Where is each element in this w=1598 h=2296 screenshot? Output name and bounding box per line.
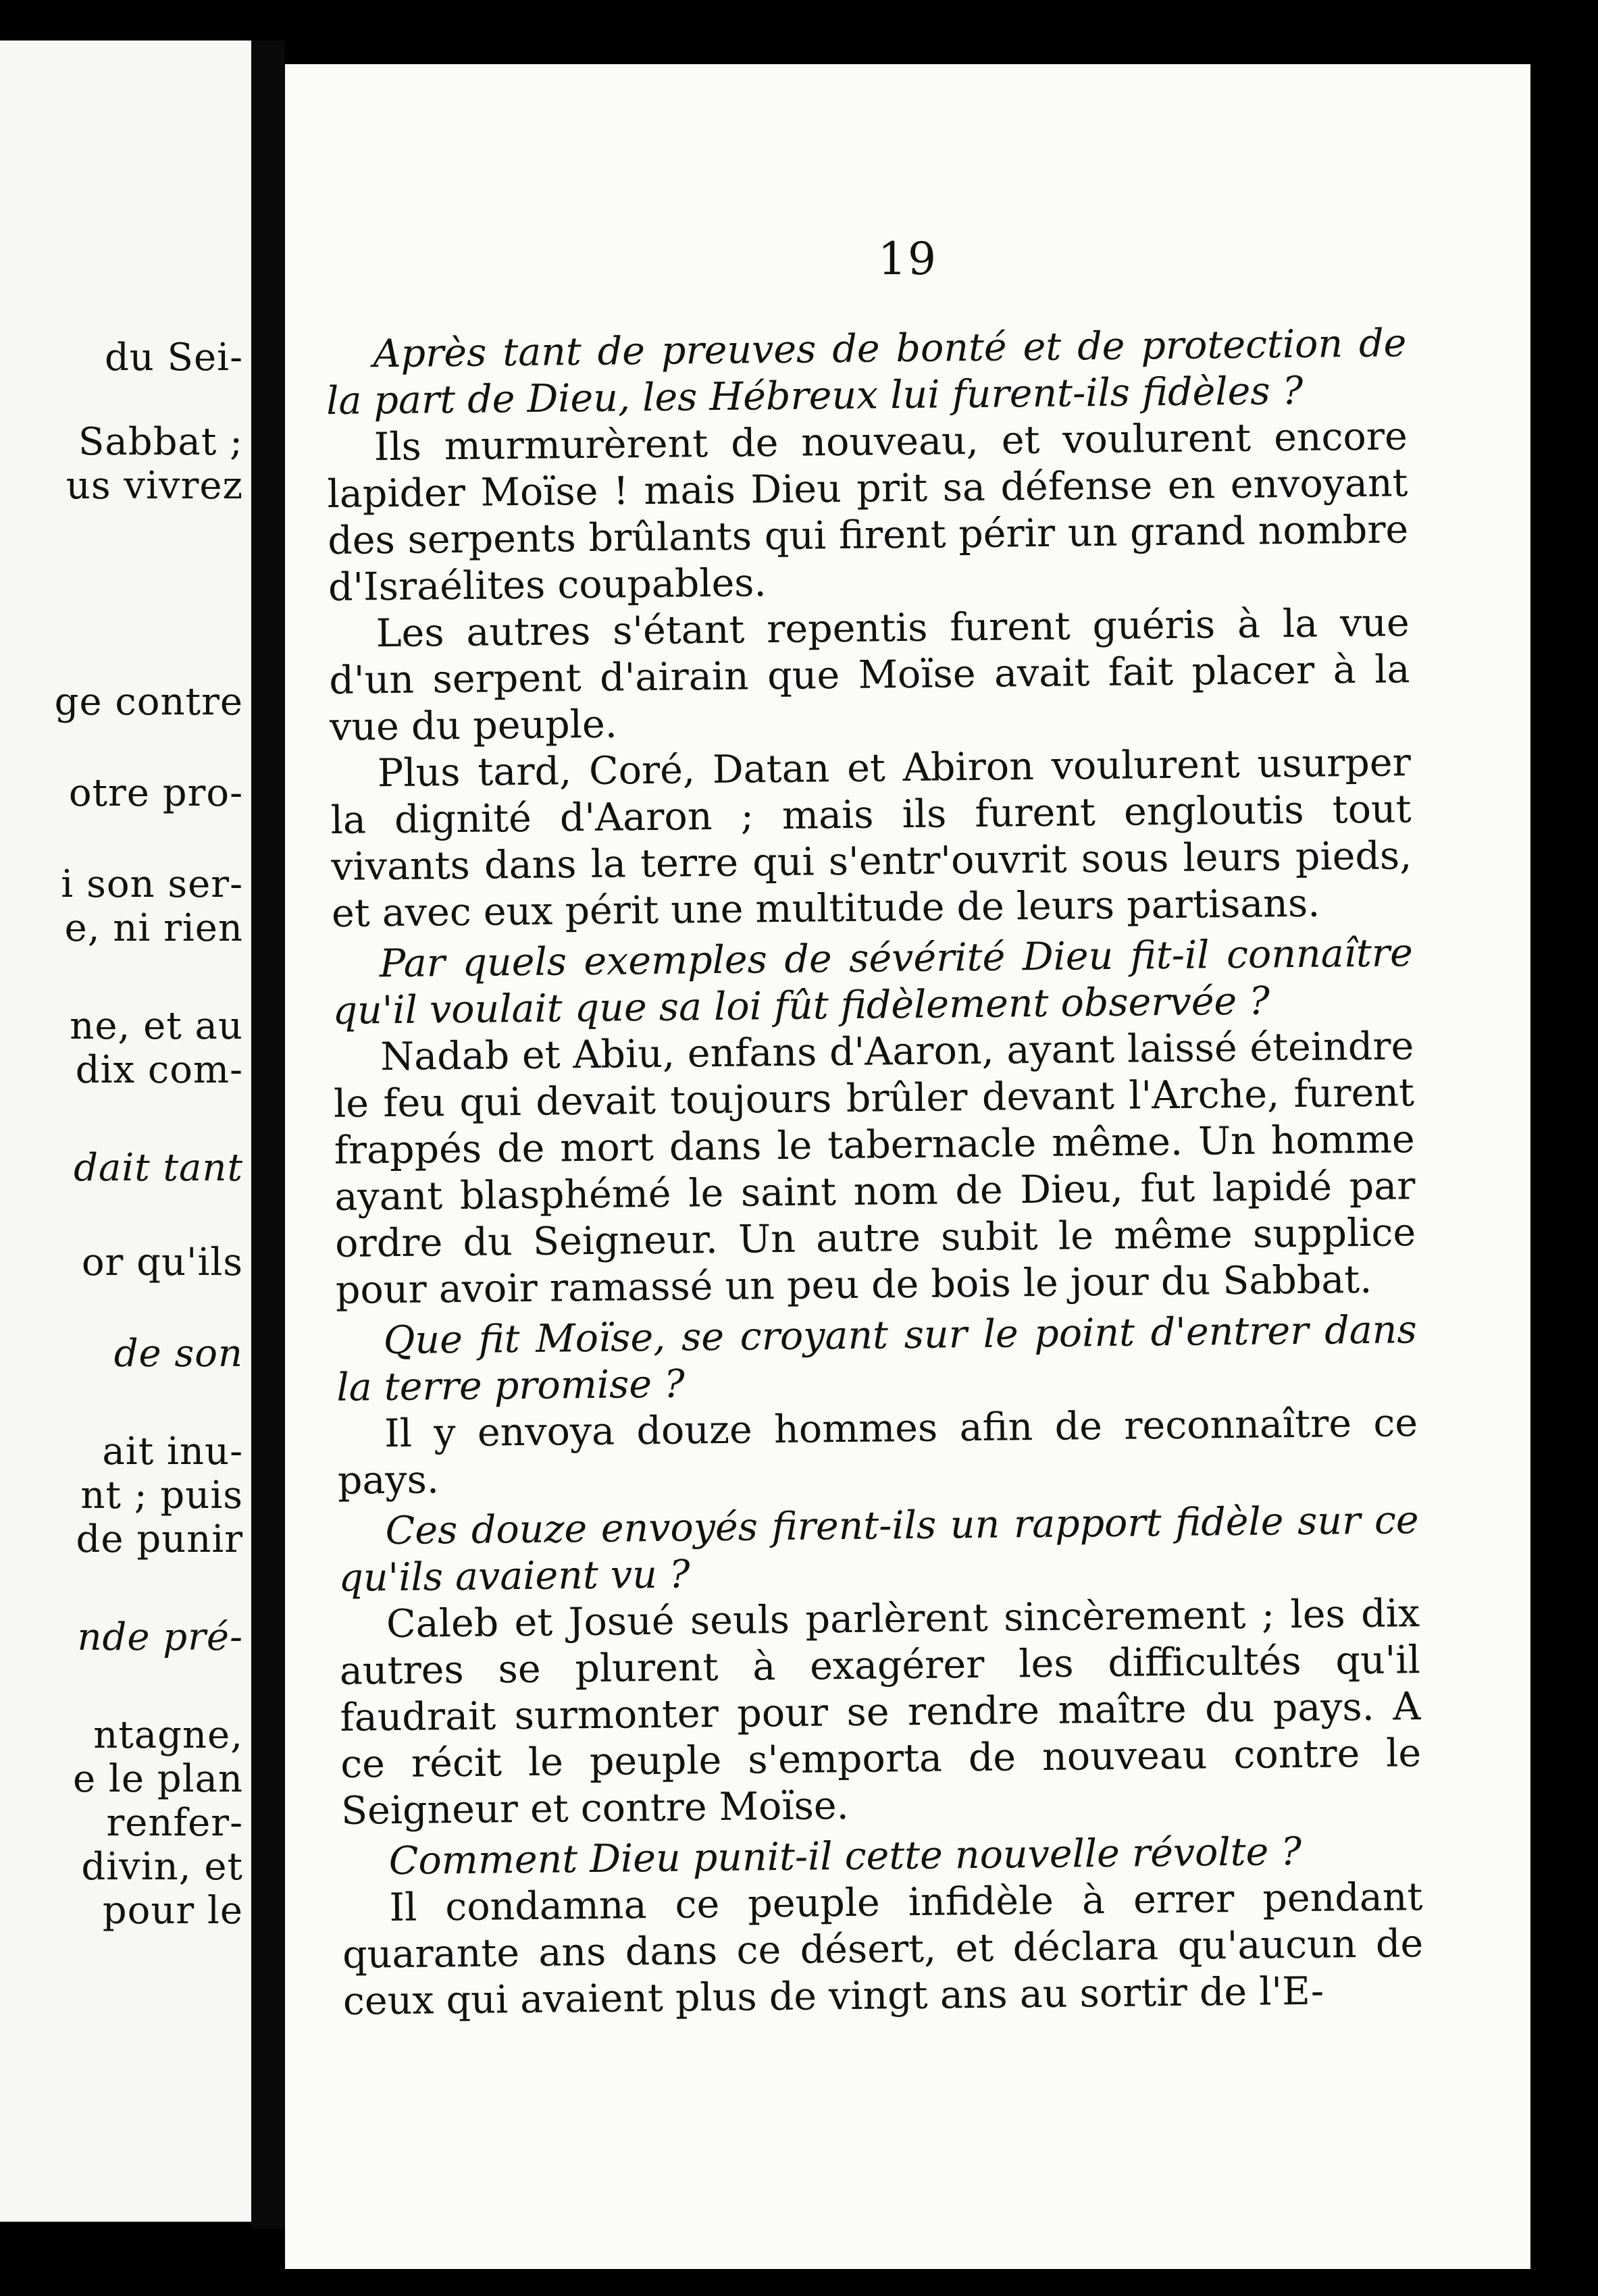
answer-paragraph: Il y envoya douze hommes afin de reconnaître ce pays. xyxy=(337,1401,1418,1503)
facing-page-text-fragment: du Sei- xyxy=(104,336,243,380)
facing-page-text-fragment: de son xyxy=(113,1332,243,1376)
answer-paragraph: Ils murmurèrent de nouveau, et voulurent encore lapider Moïse ! mais Dieu prit sa défense en envoyant des serpents brûlants qui firent périr un grand nombre d'Israélites coupables. xyxy=(327,414,1409,610)
question-paragraph: Par quels exemples de sévérité Dieu fit-il connaître qu'il voulait que sa loi fût fidèlement observée ? xyxy=(332,931,1414,1033)
facing-page-text-fragment: renfer- xyxy=(106,1801,243,1845)
answer-paragraph: Plus tard, Coré, Datan et Abiron voulurent usurper la dignité d'Aaron ; mais ils furent engloutis tout vivants dans la terre qui s'entr'ouvrit sous leurs pieds, et avec eux périt une multitude de leurs partisans. xyxy=(330,740,1412,936)
facing-page-text-fragment: ntagne, xyxy=(93,1713,243,1757)
facing-page-fragment xyxy=(0,41,251,2222)
facing-page-text-fragment: i son ser- xyxy=(61,862,243,906)
question-paragraph: Ces douze envoyés firent-ils un rapport fidèle sur ce qu'ils avaient vu ? xyxy=(338,1498,1419,1600)
facing-page-text-fragment: otre pro- xyxy=(68,771,243,815)
facing-page-text-fragment: e, ni rien xyxy=(64,906,243,950)
facing-page-text-fragment: nde pré- xyxy=(77,1615,243,1659)
answer-paragraph: Les autres s'étant repentis furent guéris à la vue d'un serpent d'airain que Moïse avait fait placer à la vue du peuple. xyxy=(329,600,1410,750)
facing-page-text-fragment: dait tant xyxy=(74,1146,243,1190)
question-paragraph: Après tant de preuves de bonté et de protection de la part de Dieu, les Hébreux lui furent-ils fidèles ? xyxy=(326,321,1407,423)
facing-page-text-fragment: dix com- xyxy=(75,1048,243,1092)
answer-paragraph: Il condamna ce peuple infidèle à errer pendant quarante ans dans ce désert, et déclara qu'aucun de ceux qui avaient plus de vingt ans au sortir de l'E- xyxy=(342,1875,1424,2024)
page-body xyxy=(326,316,1424,2025)
facing-page-text-fragment: de punir xyxy=(76,1517,243,1561)
page-number: 19 xyxy=(878,233,937,285)
answer-paragraph: Nadab et Abiu, enfans d'Aaron, ayant laissé éteindre le feu qui devait toujours brûler devant l'Arche, furent frappés de mort dans le tabernacle même. Un homme ayant blasphémé le saint nom de Dieu, fut lapidé par ordre du Seigneur. Un autre subit le même supplice pour avoir ramassé un peu de bois le jour du Sabbat. xyxy=(333,1024,1416,1313)
book-gutter xyxy=(251,41,285,2228)
facing-page-text-fragment: ne, et au xyxy=(70,1004,243,1048)
facing-page-text-fragment: or qu'ils xyxy=(81,1241,243,1284)
facing-page-text-fragment: us vivrez xyxy=(66,464,243,508)
facing-page-text-fragment: Sabbat ; xyxy=(78,420,243,464)
book-page xyxy=(285,64,1530,2269)
answer-paragraph: Caleb et Josué seuls parlèrent sincèrement ; les dix autres se plurent à exagérer les difficultés qu'il faudrait surmonter pour se rendre maître du pays. A ce récit le peuple s'emporta de nouveau contre le Seigneur et contre Moïse. xyxy=(339,1591,1422,1833)
facing-page-text-fragment: ait inu- xyxy=(102,1430,243,1473)
facing-page-text-fragment: pour le xyxy=(102,1889,243,1933)
question-paragraph: Que fit Moïse, se croyant sur le point d'entrer dans la terre promise ? xyxy=(336,1307,1417,1410)
facing-page-text-fragment: nt ; puis xyxy=(80,1473,243,1517)
facing-page-text-fragment: e le plan xyxy=(72,1757,243,1801)
facing-page-text-fragment: divin, et xyxy=(81,1845,243,1889)
question-paragraph: Comment Dieu punit-il cette nouvelle révolte ? xyxy=(388,1829,1302,1884)
facing-page-text-fragment: ge contre xyxy=(54,680,243,724)
